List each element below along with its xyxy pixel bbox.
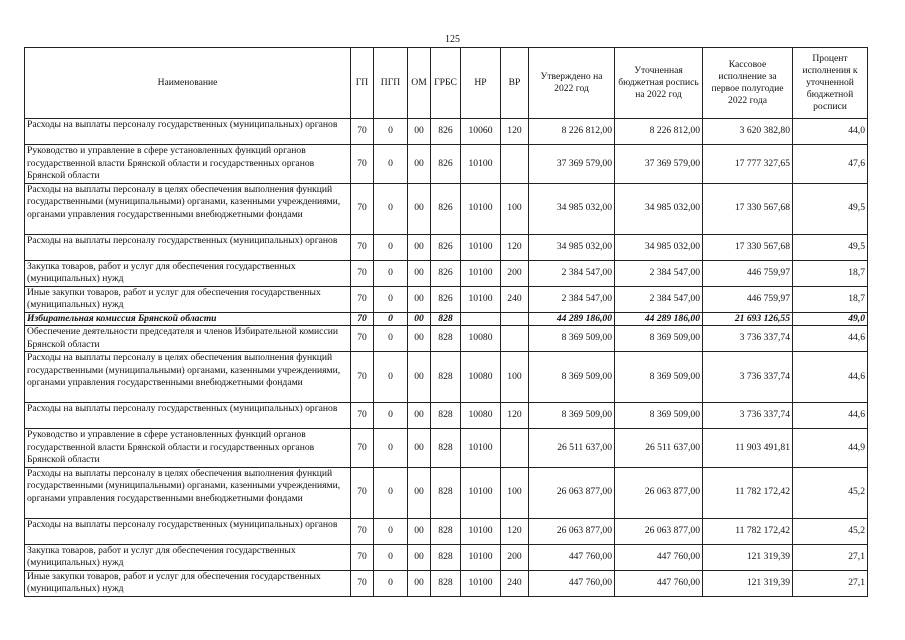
cell-cash: 21 693 126,55	[703, 312, 793, 326]
cell-grbs: 826	[431, 183, 461, 234]
table-row	[25, 518, 868, 544]
cell-approved: 26 063 877,00	[529, 467, 615, 518]
cell-np: 10100	[461, 467, 501, 518]
table-row	[25, 403, 868, 429]
table-row	[25, 312, 868, 326]
cell-om: 00	[408, 326, 431, 352]
cell-cash: 17 330 567,68	[703, 183, 793, 234]
table-row	[25, 570, 868, 596]
cell-cash: 11 782 172,42	[703, 467, 793, 518]
cell-percent: 27,1	[793, 570, 868, 596]
cell-refined: 2 384 547,00	[615, 260, 703, 286]
cell-ppgp: 0	[374, 429, 408, 468]
cell-refined: 34 985 032,00	[615, 183, 703, 234]
cell-approved: 447 760,00	[529, 544, 615, 570]
cell-refined: 26 511 637,00	[615, 429, 703, 468]
cell-percent: 44,6	[793, 403, 868, 429]
cell-refined: 34 985 032,00	[615, 234, 703, 260]
cell-name: Расходы на выплаты персоналу в целях обеспечения выполнения функций государственными (муниципальными) органами, казенными учреждениями, органами управления государственными внебюджетными фондами	[25, 352, 351, 403]
cell-refined: 37 369 579,00	[615, 145, 703, 184]
cell-gp: 70	[351, 544, 374, 570]
cell-name: Расходы на выплаты персоналу в целях обеспечения выполнения функций государственными (муниципальными) органами, казенными учреждениями, органами управления государственными внебюджетными фондами	[25, 467, 351, 518]
cell-name: Обеспечение деятельности председателя и членов Избирательной комиссии Брянской области	[25, 326, 351, 352]
cell-gp: 70	[351, 403, 374, 429]
cell-approved: 8 369 509,00	[529, 403, 615, 429]
cell-om: 00	[408, 518, 431, 544]
header-name: Наименование	[25, 48, 351, 119]
cell-gp: 70	[351, 183, 374, 234]
cell-vr: 120	[501, 403, 529, 429]
cell-gp: 70	[351, 119, 374, 145]
table-row	[25, 260, 868, 286]
cell-name: Закупка товаров, работ и услуг для обеспечения государственных (муниципальных) нужд	[25, 544, 351, 570]
cell-vr: 120	[501, 234, 529, 260]
cell-om: 00	[408, 234, 431, 260]
cell-grbs: 828	[431, 403, 461, 429]
cell-ppgp: 0	[374, 467, 408, 518]
cell-cash: 3 736 337,74	[703, 326, 793, 352]
cell-grbs: 828	[431, 518, 461, 544]
cell-percent: 18,7	[793, 286, 868, 312]
header-vr: ВР	[501, 48, 529, 119]
cell-refined: 447 760,00	[615, 570, 703, 596]
cell-ppgp: 0	[374, 234, 408, 260]
cell-name: Расходы на выплаты персоналу государственных (муниципальных) органов	[25, 119, 351, 145]
cell-cash: 11 782 172,42	[703, 518, 793, 544]
header-refined: Уточненная бюджетная роспись на 2022 год	[615, 48, 703, 119]
cell-refined: 8 369 509,00	[615, 403, 703, 429]
cell-om: 00	[408, 286, 431, 312]
cell-percent: 18,7	[793, 260, 868, 286]
cell-refined: 8 226 812,00	[615, 119, 703, 145]
header-approved: Утверждено на 2022 год	[529, 48, 615, 119]
cell-vr: 100	[501, 467, 529, 518]
cell-np: 10100	[461, 260, 501, 286]
table-row	[25, 352, 868, 403]
cell-np: 10080	[461, 352, 501, 403]
header-om: ОМ	[408, 48, 431, 119]
cell-vr: 120	[501, 119, 529, 145]
cell-percent: 44,0	[793, 119, 868, 145]
table-row	[25, 429, 868, 468]
cell-grbs: 826	[431, 234, 461, 260]
header-np: НР	[461, 48, 501, 119]
cell-vr: 200	[501, 544, 529, 570]
cell-percent: 45,2	[793, 518, 868, 544]
cell-grbs: 828	[431, 467, 461, 518]
cell-om: 00	[408, 119, 431, 145]
cell-ppgp: 0	[374, 119, 408, 145]
cell-ppgp: 0	[374, 570, 408, 596]
cell-cash: 11 903 491,81	[703, 429, 793, 468]
cell-approved: 8 369 509,00	[529, 352, 615, 403]
cell-approved: 2 384 547,00	[529, 286, 615, 312]
cell-om: 00	[408, 352, 431, 403]
cell-cash: 446 759,97	[703, 260, 793, 286]
cell-om: 00	[408, 260, 431, 286]
cell-vr: 100	[501, 183, 529, 234]
cell-grbs: 826	[431, 145, 461, 184]
cell-np: 10100	[461, 286, 501, 312]
cell-om: 00	[408, 570, 431, 596]
cell-approved: 8 226 812,00	[529, 119, 615, 145]
cell-percent: 44,9	[793, 429, 868, 468]
cell-name: Иные закупки товаров, работ и услуг для обеспечения государственных (муниципальных) нужд	[25, 570, 351, 596]
cell-approved: 8 369 509,00	[529, 326, 615, 352]
table-row	[25, 544, 868, 570]
cell-om: 00	[408, 544, 431, 570]
header-gp: ГП	[351, 48, 374, 119]
cell-refined: 447 760,00	[615, 544, 703, 570]
cell-gp: 70	[351, 312, 374, 326]
cell-gp: 70	[351, 260, 374, 286]
cell-approved: 26 063 877,00	[529, 518, 615, 544]
cell-percent: 49,5	[793, 183, 868, 234]
cell-np: 10100	[461, 234, 501, 260]
cell-om: 00	[408, 145, 431, 184]
cell-gp: 70	[351, 145, 374, 184]
table-row	[25, 467, 868, 518]
cell-cash: 3 736 337,74	[703, 403, 793, 429]
cell-refined: 8 369 509,00	[615, 352, 703, 403]
cell-ppgp: 0	[374, 183, 408, 234]
cell-cash: 3 736 337,74	[703, 352, 793, 403]
cell-ppgp: 0	[374, 260, 408, 286]
cell-gp: 70	[351, 518, 374, 544]
cell-om: 00	[408, 312, 431, 326]
cell-name: Иные закупки товаров, работ и услуг для обеспечения государственных (муниципальных) нужд	[25, 286, 351, 312]
cell-percent: 44,6	[793, 326, 868, 352]
cell-ppgp: 0	[374, 518, 408, 544]
cell-gp: 70	[351, 570, 374, 596]
cell-np: 10100	[461, 429, 501, 468]
cell-approved: 34 985 032,00	[529, 183, 615, 234]
cell-cash: 17 330 567,68	[703, 234, 793, 260]
header-ppgp: ПГП	[374, 48, 408, 119]
cell-np: 10100	[461, 518, 501, 544]
cell-refined: 2 384 547,00	[615, 286, 703, 312]
cell-approved: 37 369 579,00	[529, 145, 615, 184]
cell-grbs: 826	[431, 260, 461, 286]
cell-name: Руководство и управление в сфере установленных функций органов государственной власти Брянской области и государственных органов Брянской области	[25, 429, 351, 468]
cell-np: 10100	[461, 570, 501, 596]
cell-refined: 26 063 877,00	[615, 467, 703, 518]
table-row	[25, 326, 868, 352]
cell-vr: 100	[501, 352, 529, 403]
cell-percent: 47,6	[793, 145, 868, 184]
cell-vr: 240	[501, 570, 529, 596]
cell-grbs: 826	[431, 286, 461, 312]
cell-np: 10080	[461, 326, 501, 352]
cell-vr: 120	[501, 518, 529, 544]
cell-approved: 44 289 186,00	[529, 312, 615, 326]
cell-vr	[501, 326, 529, 352]
table-row	[25, 145, 868, 184]
cell-vr: 240	[501, 286, 529, 312]
cell-refined: 44 289 186,00	[615, 312, 703, 326]
cell-refined: 26 063 877,00	[615, 518, 703, 544]
table-header-row	[25, 48, 868, 119]
cell-grbs: 828	[431, 544, 461, 570]
cell-name: Расходы на выплаты персоналу государственных (муниципальных) органов	[25, 518, 351, 544]
cell-om: 00	[408, 429, 431, 468]
table-row	[25, 119, 868, 145]
cell-gp: 70	[351, 234, 374, 260]
cell-grbs: 828	[431, 429, 461, 468]
cell-percent: 44,6	[793, 352, 868, 403]
cell-grbs: 828	[431, 570, 461, 596]
cell-om: 00	[408, 467, 431, 518]
cell-om: 00	[408, 403, 431, 429]
cell-om: 00	[408, 183, 431, 234]
table-row	[25, 183, 868, 234]
cell-percent: 45,2	[793, 467, 868, 518]
cell-grbs: 828	[431, 326, 461, 352]
header-cash: Кассовое исполнение за первое полугодие 2022 года	[703, 48, 793, 119]
cell-ppgp: 0	[374, 352, 408, 403]
cell-vr	[501, 429, 529, 468]
cell-name: Расходы на выплаты персоналу государственных (муниципальных) органов	[25, 234, 351, 260]
cell-cash: 17 777 327,65	[703, 145, 793, 184]
cell-vr	[501, 145, 529, 184]
cell-np: 10080	[461, 403, 501, 429]
cell-gp: 70	[351, 467, 374, 518]
cell-vr	[501, 312, 529, 326]
table-row	[25, 286, 868, 312]
cell-percent: 49,5	[793, 234, 868, 260]
cell-cash: 3 620 382,80	[703, 119, 793, 145]
cell-gp: 70	[351, 429, 374, 468]
cell-cash: 121 319,39	[703, 570, 793, 596]
cell-approved: 2 384 547,00	[529, 260, 615, 286]
cell-name: Расходы на выплаты персоналу государственных (муниципальных) органов	[25, 403, 351, 429]
cell-approved: 26 511 637,00	[529, 429, 615, 468]
cell-vr: 200	[501, 260, 529, 286]
cell-percent: 27,1	[793, 544, 868, 570]
cell-refined: 8 369 509,00	[615, 326, 703, 352]
cell-grbs: 828	[431, 312, 461, 326]
cell-cash: 121 319,39	[703, 544, 793, 570]
cell-name: Руководство и управление в сфере установленных функций органов государственной власти Брянской области и государственных органов Брянской области	[25, 145, 351, 184]
table-row	[25, 234, 868, 260]
cell-ppgp: 0	[374, 286, 408, 312]
cell-np: 10060	[461, 119, 501, 145]
cell-name: Расходы на выплаты персоналу в целях обеспечения выполнения функций государственными (муниципальными) органами, казенными учреждениями, органами управления государственными внебюджетными фондами	[25, 183, 351, 234]
cell-ppgp: 0	[374, 403, 408, 429]
cell-np: 10100	[461, 145, 501, 184]
header-grbs: ГРБС	[431, 48, 461, 119]
budget-table	[24, 47, 868, 597]
cell-ppgp: 0	[374, 326, 408, 352]
cell-grbs: 828	[431, 352, 461, 403]
cell-cash: 446 759,97	[703, 286, 793, 312]
cell-ppgp: 0	[374, 145, 408, 184]
cell-gp: 70	[351, 286, 374, 312]
cell-percent: 49,0	[793, 312, 868, 326]
page-number: 125	[445, 34, 460, 45]
cell-ppgp: 0	[374, 544, 408, 570]
cell-grbs: 826	[431, 119, 461, 145]
cell-approved: 447 760,00	[529, 570, 615, 596]
cell-ppgp: 0	[374, 312, 408, 326]
cell-gp: 70	[351, 326, 374, 352]
cell-np: 10100	[461, 544, 501, 570]
header-percent: Процент исполнения к уточненной бюджетной росписи	[793, 48, 868, 119]
cell-np	[461, 312, 501, 326]
cell-gp: 70	[351, 352, 374, 403]
cell-name: Закупка товаров, работ и услуг для обеспечения государственных (муниципальных) нужд	[25, 260, 351, 286]
cell-approved: 34 985 032,00	[529, 234, 615, 260]
cell-np: 10100	[461, 183, 501, 234]
cell-name: Избирательная комиссия Брянской области	[25, 312, 351, 326]
